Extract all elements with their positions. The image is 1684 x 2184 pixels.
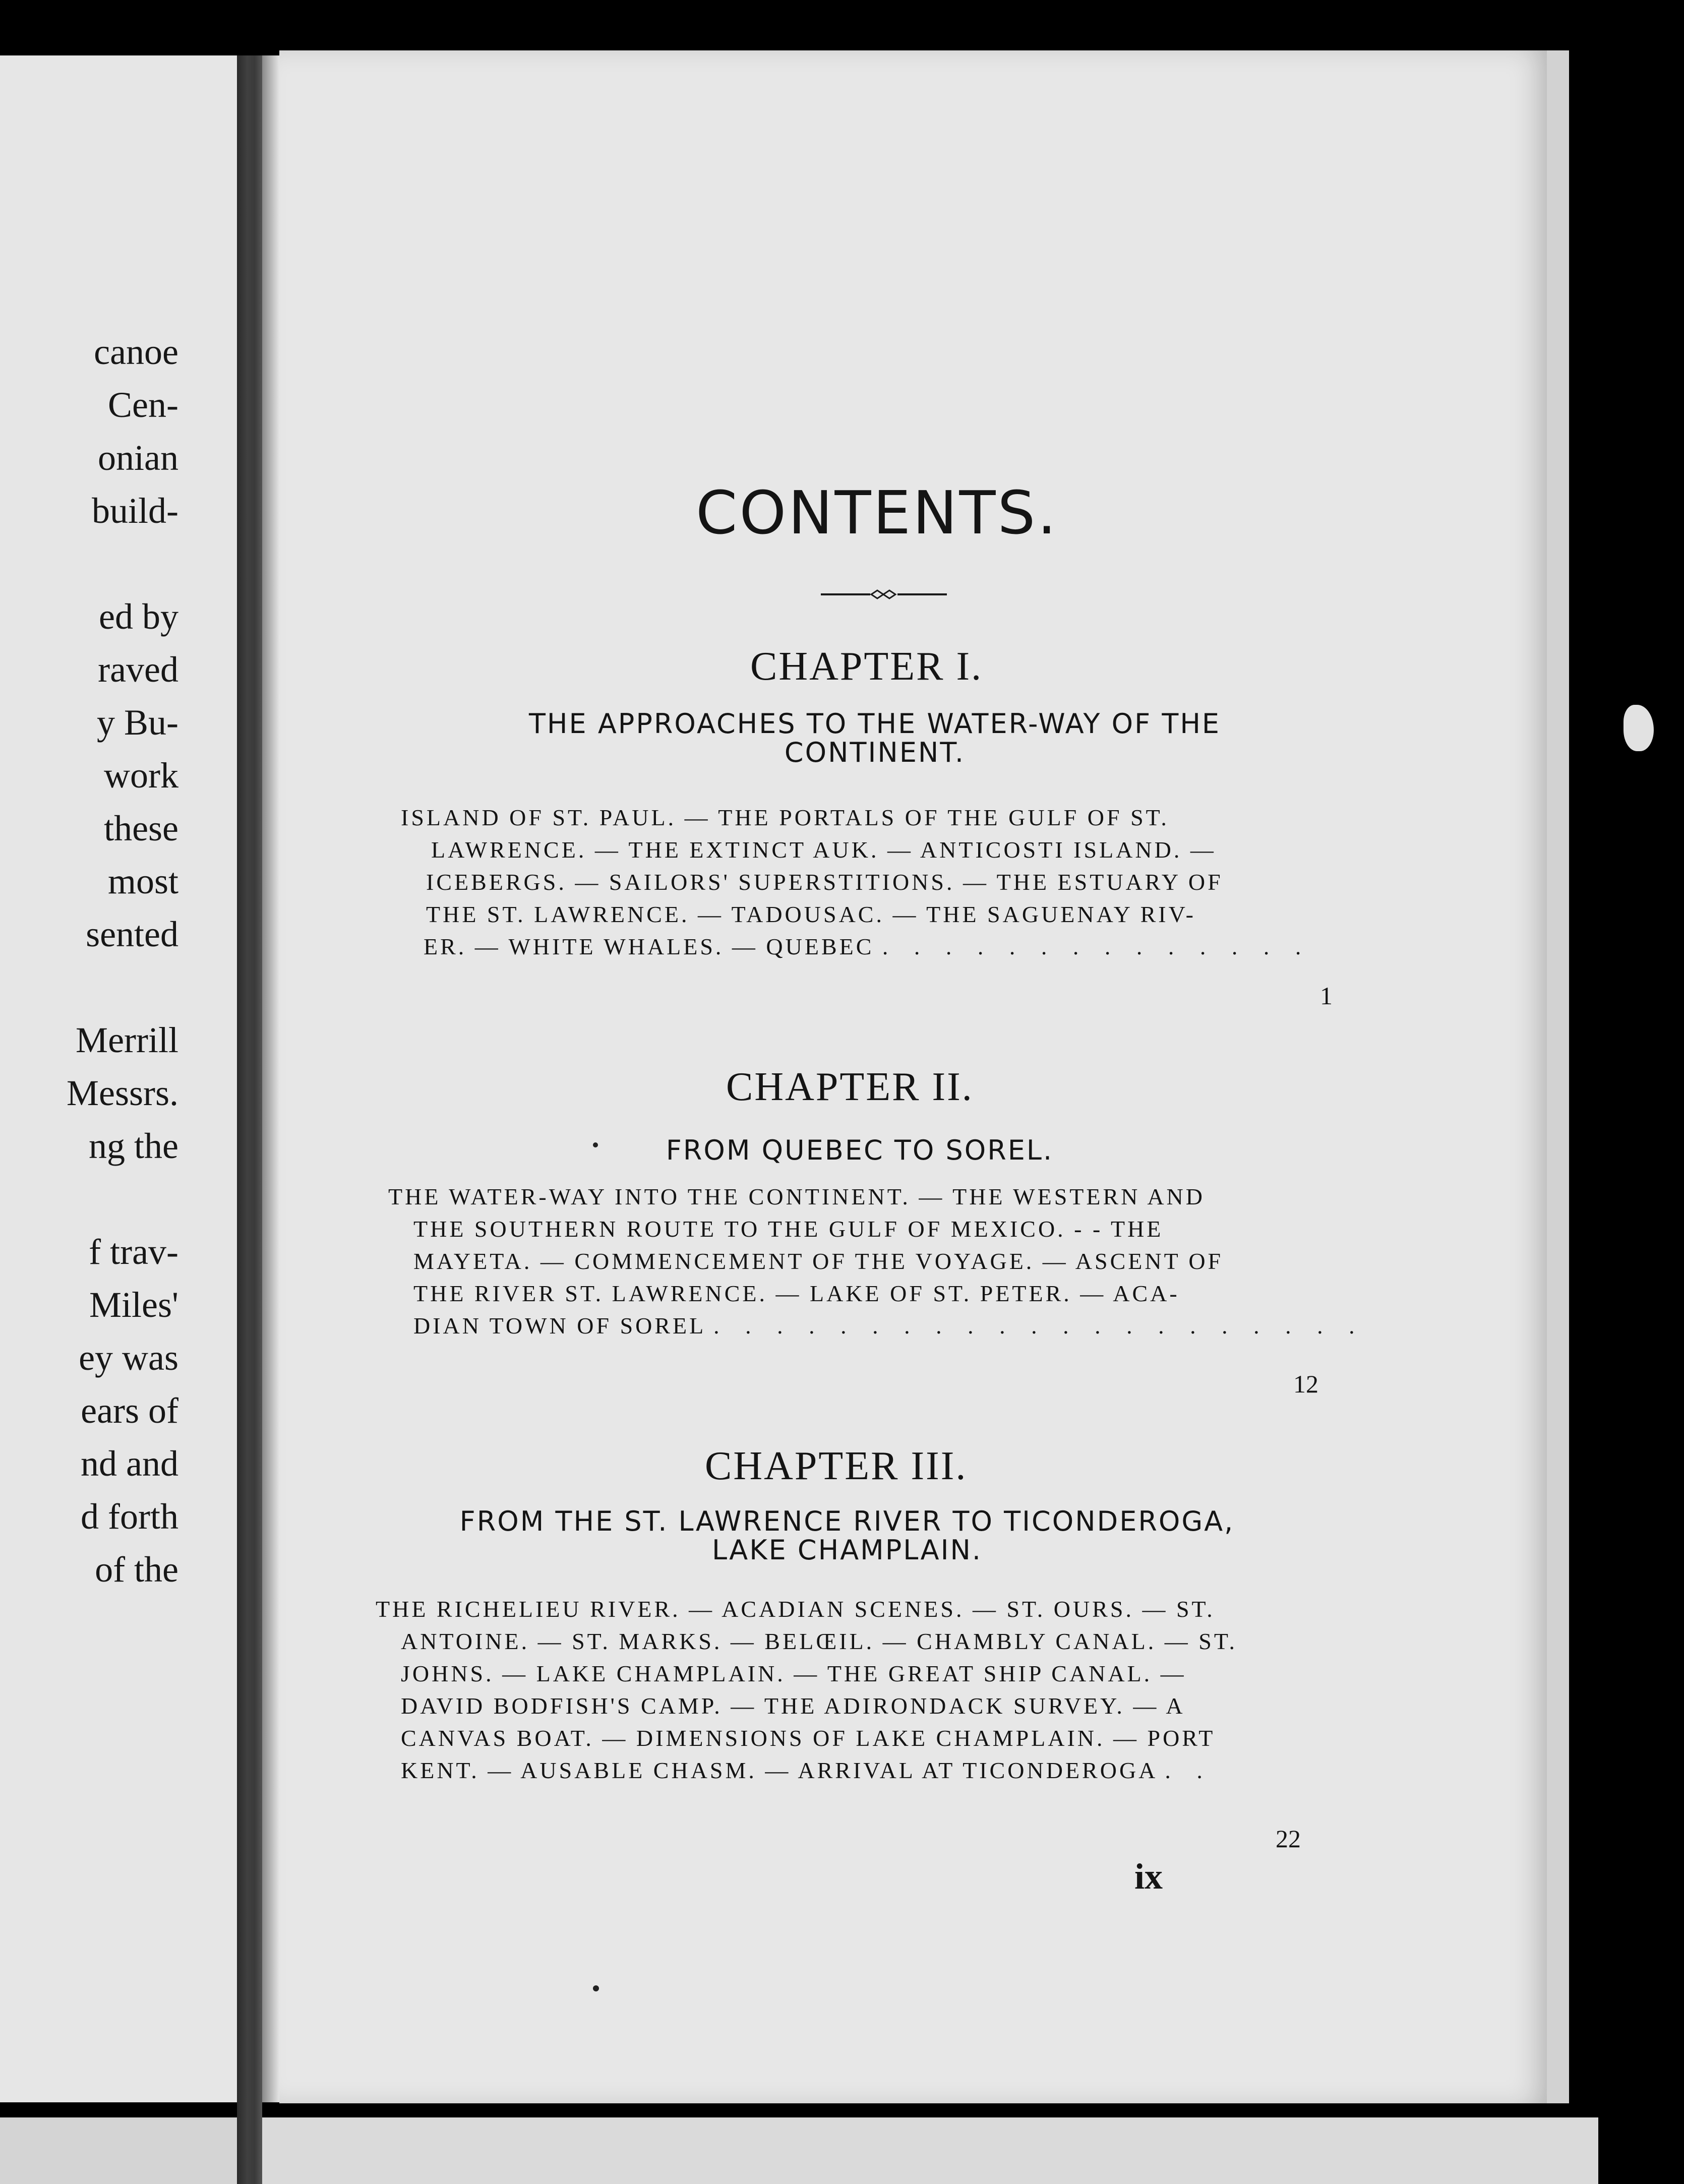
chapter-summary <box>388 1181 1365 1342</box>
summary-line: THE WATER-WAY INTO THE CONTINENT. — THE WESTERN AND <box>388 1184 1205 1209</box>
facing-page-line: ey was <box>79 1338 178 1378</box>
chapter-heading: CHAPTER II. <box>726 1065 974 1109</box>
facing-page-line: work <box>104 755 178 796</box>
facing-page-line: nd and <box>81 1443 178 1484</box>
summary-line: JOHNS. — LAKE CHAMPLAIN. — THE GREAT SHIP CANAL. — <box>401 1661 1186 1686</box>
summary-line: CANVAS BOAT. — DIMENSIONS OF LAKE CHAMPLAIN. — PORT <box>401 1725 1216 1751</box>
facing-page-line: f trav- <box>89 1232 178 1272</box>
facing-page-line: canoe <box>94 332 178 372</box>
chapter-heading: CHAPTER I. <box>750 644 983 689</box>
facing-page-line: y Bu- <box>97 702 178 743</box>
summary-line-text: ER. — WHITE WHALES. — QUEBEC <box>424 934 874 959</box>
facing-page-line: raved <box>98 649 178 690</box>
chapter-title <box>368 1507 1326 1564</box>
facing-page-line: onian <box>98 438 178 478</box>
facing-page-line: ears of <box>81 1390 178 1431</box>
facing-page-line: Messrs. <box>66 1073 178 1113</box>
summary-line: ICEBERGS. — SAILORS' SUPERSTITIONS. — THE ESTUARY OF <box>426 869 1223 895</box>
ornament-divider-icon <box>821 587 947 602</box>
chapter-title-line: THE APPROACHES TO THE WATER-WAY OF THE <box>528 708 1221 740</box>
facing-page-fragment <box>0 55 237 2102</box>
chapter-title <box>620 1136 1099 1165</box>
summary-line <box>401 931 1311 963</box>
summary-line: MAYETA. — COMMENCEMENT OF THE VOYAGE. — ASCENT OF <box>413 1248 1224 1274</box>
chapter-heading: CHAPTER III. <box>705 1444 968 1488</box>
summary-line: THE SOUTHERN ROUTE TO THE GULF OF MEXICO. - - THE <box>413 1216 1164 1242</box>
facing-page-line: Cen- <box>108 385 178 425</box>
summary-line-text: DIAN TOWN OF SOREL <box>413 1313 705 1339</box>
summary-line: THE RIVER ST. LAWRENCE. — LAKE OF ST. PETER. — ACA- <box>413 1281 1180 1306</box>
facing-page-line: of the <box>95 1549 178 1590</box>
summary-line: THE RICHELIEU RIVER. — ACADIAN SCENES. — ST. OURS. — ST. <box>376 1596 1215 1622</box>
chapter-title <box>434 710 1316 767</box>
facing-page-line: Merrill <box>76 1020 178 1060</box>
chapter-summary <box>401 802 1311 963</box>
page-title: CONTENTS. <box>696 478 1058 548</box>
page-edge <box>0 2117 237 2184</box>
summary-line: THE ST. LAWRENCE. — TADOUSAC. — THE SAGUENAY RIV- <box>426 901 1196 927</box>
summary-line-text: KENT. — AUSABLE CHASM. — ARRIVAL AT TICONDEROGA <box>401 1757 1157 1783</box>
dot-leader: . . . . . . . . . . . . . . . . . . . . . <box>713 1313 1365 1339</box>
chapter-title-line: CONTINENT. <box>784 736 966 768</box>
facing-page-line: d forth <box>81 1496 178 1537</box>
facing-page-line: most <box>107 861 178 901</box>
facing-page-line: sented <box>86 914 178 954</box>
dot-leader: . . . . . . . . . . . . . . <box>882 934 1311 959</box>
facing-page-line: ed by <box>99 596 178 637</box>
book-gutter <box>237 55 262 2184</box>
print-speck <box>593 1142 598 1147</box>
scan-speck <box>1623 705 1654 751</box>
facing-page-line: Miles' <box>89 1285 178 1325</box>
summary-line <box>388 1310 1365 1342</box>
chapter-title-line: FROM THE ST. LAWRENCE RIVER TO TICONDEROGA, <box>459 1505 1235 1537</box>
summary-line <box>376 1754 1237 1787</box>
folio-page-number: ix <box>1134 1856 1163 1897</box>
page-number: 1 <box>1320 982 1333 1010</box>
facing-page-line: these <box>104 808 178 848</box>
summary-line: LAWRENCE. — THE EXTINCT AUK. — ANTICOSTI ISLAND. — <box>431 837 1216 863</box>
print-speck <box>593 1985 599 1991</box>
facing-page-line: build- <box>92 491 178 531</box>
page-number: 22 <box>1276 1825 1301 1853</box>
page-number: 12 <box>1293 1370 1318 1398</box>
summary-line: DAVID BODFISH'S CAMP. — THE ADIRONDACK SURVEY. — A <box>401 1693 1185 1719</box>
summary-line: ISLAND OF ST. PAUL. — THE PORTALS OF THE GULF OF ST. <box>401 805 1169 830</box>
page-edge <box>1547 50 1569 2103</box>
dot-leader: . . <box>1165 1757 1213 1783</box>
page-edge <box>262 2117 1598 2184</box>
chapter-title-line: FROM QUEBEC TO SOREL. <box>666 1134 1054 1166</box>
chapter-summary <box>376 1593 1237 1787</box>
summary-line: ANTOINE. — ST. MARKS. — BELŒIL. — CHAMBLY CANAL. — ST. <box>401 1628 1238 1654</box>
facing-page-line: ng the <box>89 1126 178 1166</box>
chapter-title-line: LAKE CHAMPLAIN. <box>711 1534 983 1566</box>
gutter-shadow <box>262 55 279 2102</box>
